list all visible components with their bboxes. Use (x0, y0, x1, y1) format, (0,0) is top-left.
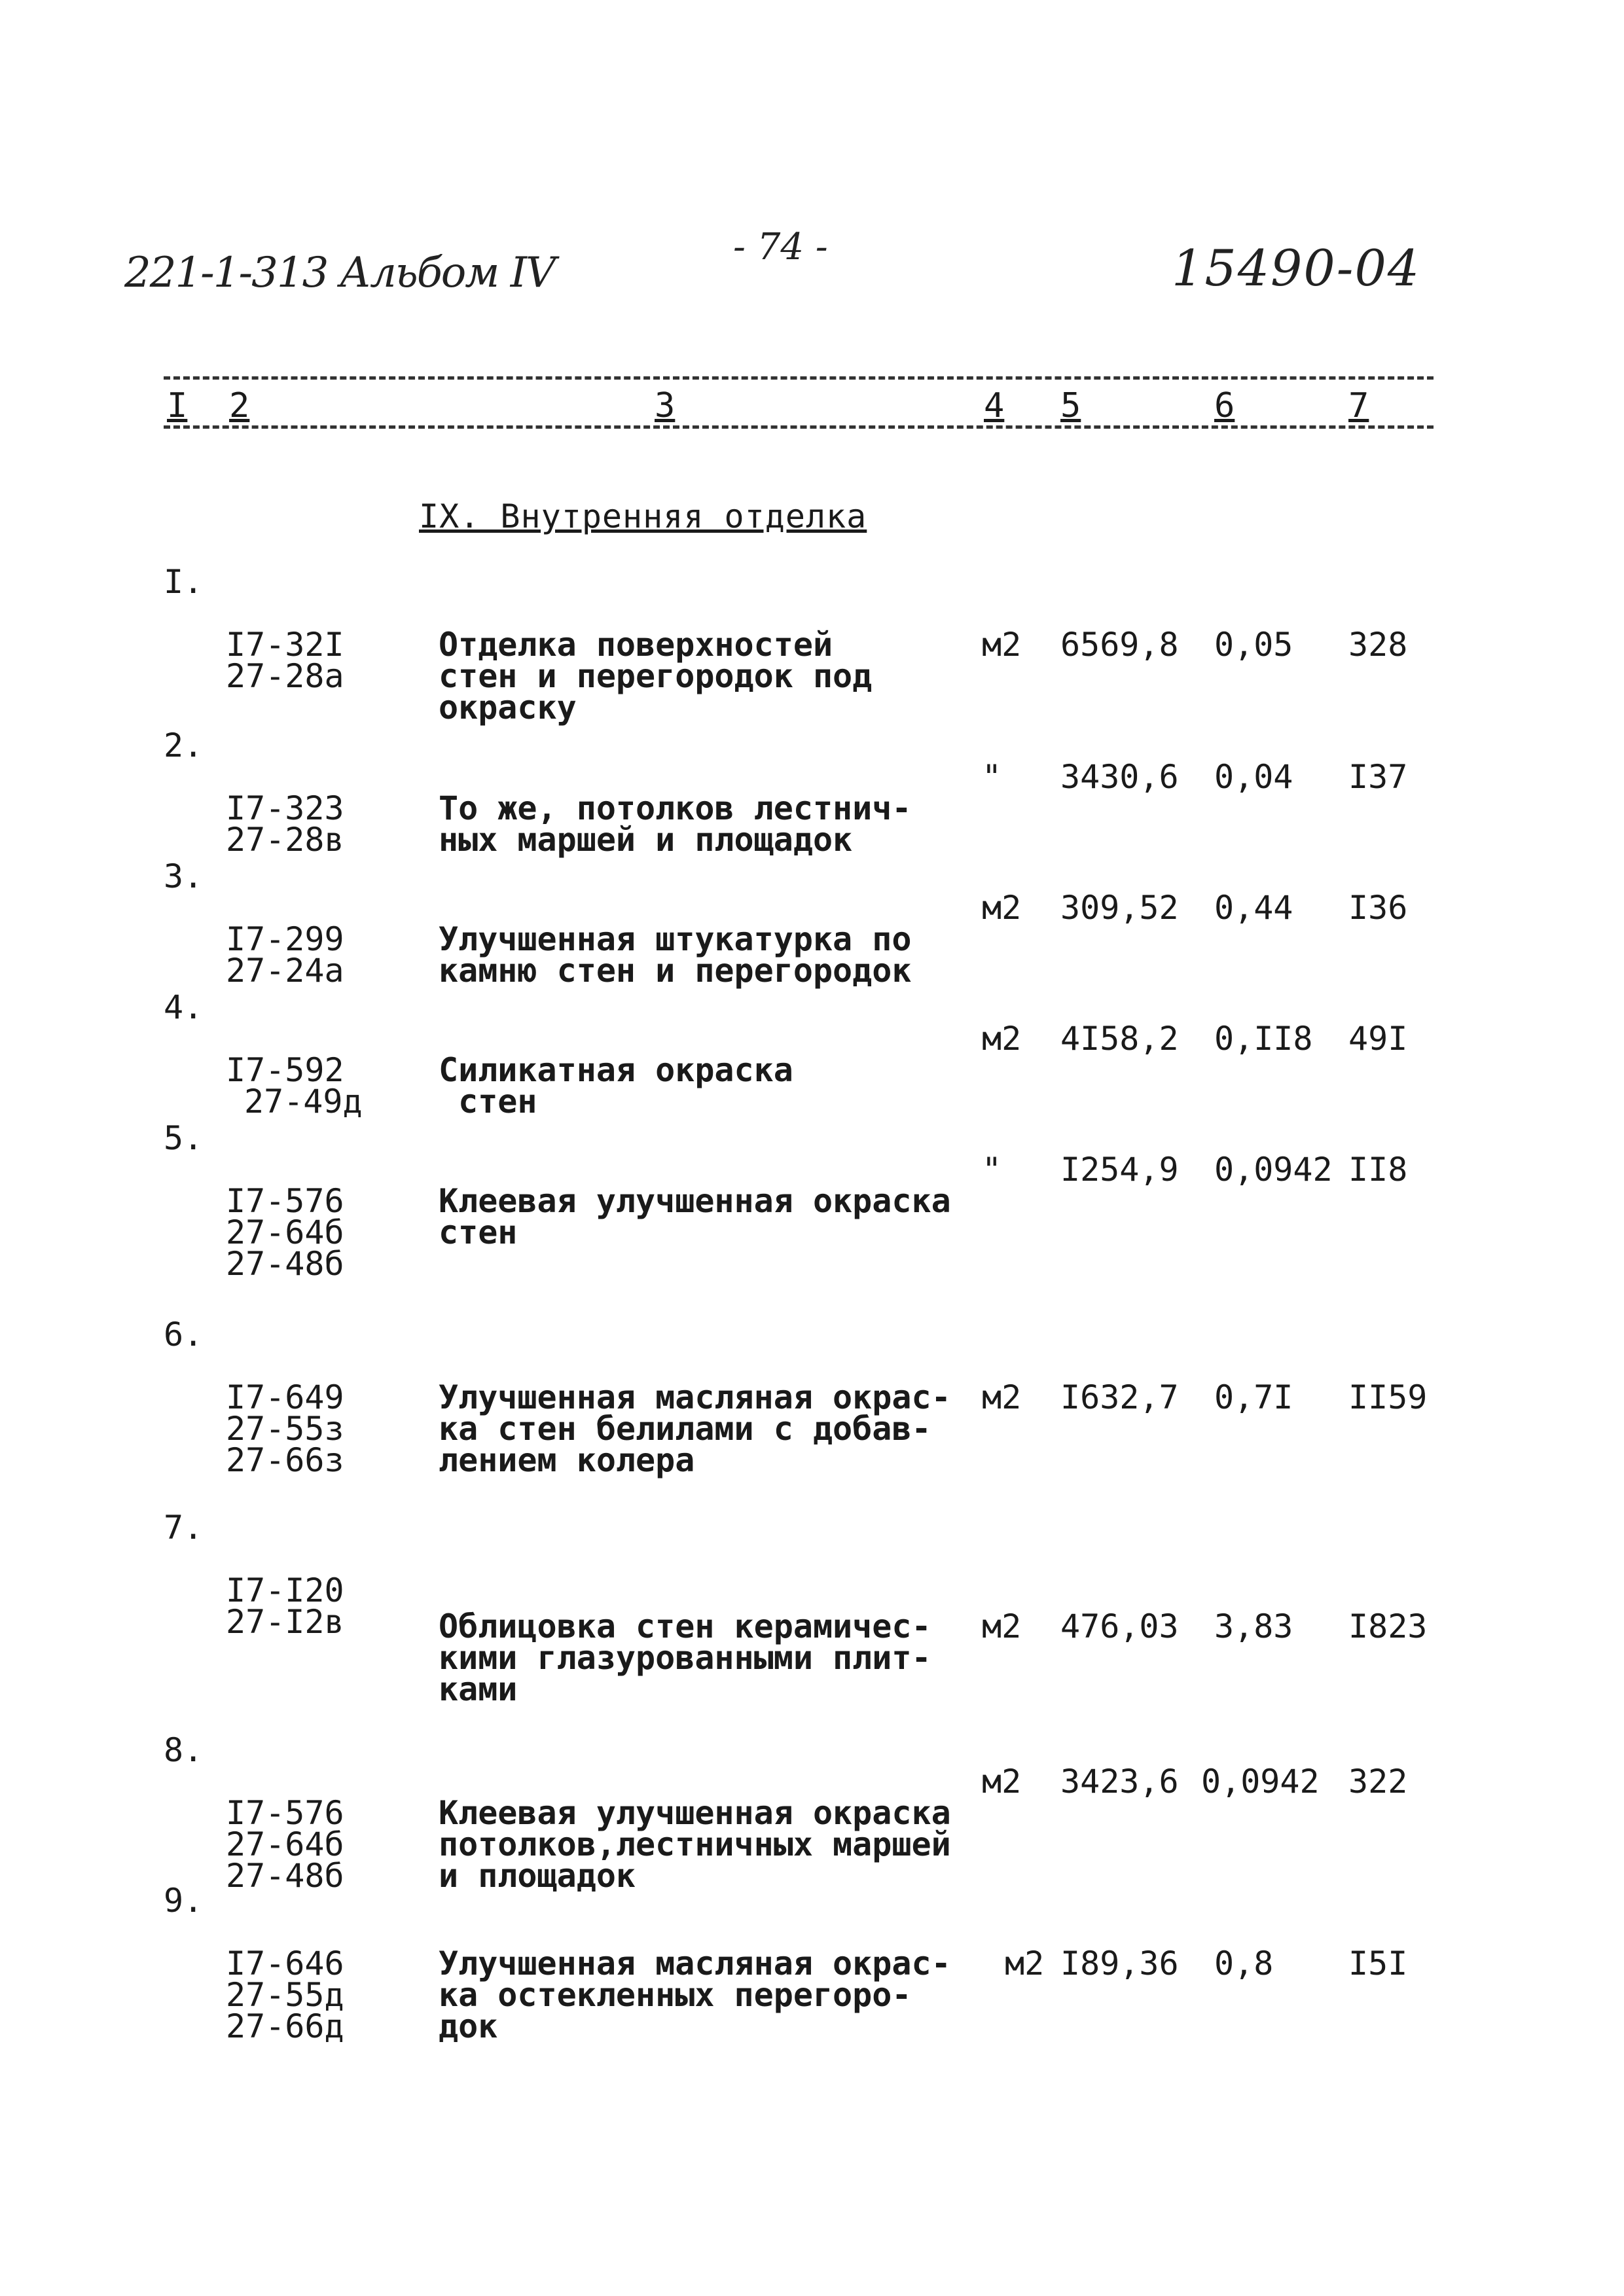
row-quantity: 476,03 (1060, 1607, 1179, 1645)
row-rate: 0,II8 (1214, 1020, 1313, 1058)
row-quantity: 3423,6 (1060, 1763, 1179, 1801)
row-description: Клеевая улучшенная окраска стен (439, 1182, 951, 1251)
row-total: I37 (1348, 758, 1408, 796)
row-quantity: I254,9 (1060, 1151, 1179, 1189)
row-rate: 0,7I (1214, 1378, 1293, 1416)
row-quantity: 309,52 (1060, 889, 1179, 927)
row-description: Улучшенная штукатурка по камню стен и перегородок (439, 920, 912, 990)
row-unit: м2 (982, 1020, 1022, 1058)
row-quantity: 4I58,2 (1060, 1020, 1179, 1058)
row-codes: I7-576 27-64б 27-48б (226, 1794, 344, 1895)
row-number: 4. (164, 988, 204, 1026)
row-codes: I7-592 27-49д (226, 1051, 363, 1121)
row-quantity: 6569,8 (1060, 626, 1179, 664)
column-number: 4 (984, 386, 1005, 425)
row-description: То же, потолков лестнич- ных маршей и площадок (439, 789, 912, 859)
row-codes: I7-I20 27-I2в (226, 1571, 344, 1641)
row-quantity: I632,7 (1060, 1378, 1179, 1416)
row-total: 49I (1348, 1020, 1408, 1058)
row-number: 2. (164, 726, 204, 764)
row-rate: 0,44 (1214, 889, 1293, 927)
row-quantity: 3430,6 (1060, 758, 1179, 796)
column-number: 5 (1060, 386, 1081, 425)
page-number: - 74 - (733, 226, 828, 268)
row-rate: 0,04 (1214, 758, 1293, 796)
row-description: Отделка поверхностей стен и перегородок под окраску (439, 626, 873, 726)
row-description: Клеевая улучшенная окраска потолков,лестничных маршей и площадок (439, 1794, 951, 1895)
row-number: 3. (164, 857, 204, 895)
row-total: II59 (1348, 1378, 1428, 1416)
row-codes: I7-32I 27-28а (226, 626, 344, 695)
row-unit: м2 (982, 1763, 1022, 1801)
row-rate: 0,05 (1214, 626, 1293, 664)
column-number: 2 (229, 386, 250, 425)
section-title: IX. Внутренняя отделка (419, 497, 867, 535)
row-unit: м2 (982, 1607, 1022, 1645)
row-unit: " (982, 758, 1002, 796)
row-description: Улучшенная масляная окрас- ка остекленных перегоро- док (439, 1945, 951, 2045)
table-header-rule (164, 425, 1434, 429)
column-number: I (167, 386, 188, 425)
row-number: 6. (164, 1316, 204, 1354)
row-number: 7. (164, 1509, 204, 1547)
row-quantity: I89,36 (1060, 1945, 1179, 1982)
row-number: 5. (164, 1119, 204, 1157)
row-total: I823 (1348, 1607, 1428, 1645)
row-total: II8 (1348, 1151, 1408, 1189)
row-codes: I7-576 27-64б 27-48б (226, 1182, 344, 1283)
row-codes: I7-299 27-24а (226, 920, 344, 990)
row-unit: м2 (982, 626, 1022, 664)
row-rate: 3,83 (1214, 1607, 1293, 1645)
row-codes: I7-323 27-28в (226, 789, 344, 859)
row-rate: 0,0942 (1201, 1763, 1320, 1801)
table-top-rule (164, 376, 1434, 380)
row-total: I5I (1348, 1945, 1408, 1982)
column-number: 3 (655, 386, 676, 425)
row-unit: м2 (1005, 1945, 1045, 1982)
row-unit: " (982, 1151, 1002, 1189)
column-number: 7 (1348, 386, 1369, 425)
row-total: 322 (1348, 1763, 1408, 1801)
row-description: Улучшенная масляная окрас- ка стен белилами с добав- лением колера (439, 1378, 951, 1479)
row-description: Облицовка стен керамичес- кими глазурованными плит- ками (439, 1607, 931, 1708)
row-rate: 0,8 (1214, 1945, 1274, 1982)
row-number: I. (164, 563, 204, 601)
row-number: 8. (164, 1731, 204, 1769)
row-number: 9. (164, 1882, 204, 1920)
row-total: 328 (1348, 626, 1408, 664)
row-description: Силикатная окраска стен (439, 1051, 793, 1121)
row-total: I36 (1348, 889, 1408, 927)
document-code: 221-1-313 Альбом IV (124, 249, 555, 297)
row-unit: м2 (982, 889, 1022, 927)
row-rate: 0,0942 (1214, 1151, 1333, 1189)
row-codes: I7-646 27-55д 27-66д (226, 1945, 344, 2045)
row-codes: I7-649 27-55з 27-66з (226, 1378, 344, 1479)
row-unit: м2 (982, 1378, 1022, 1416)
document-number: 15490-04 (1172, 239, 1421, 297)
column-number: 6 (1214, 386, 1235, 425)
